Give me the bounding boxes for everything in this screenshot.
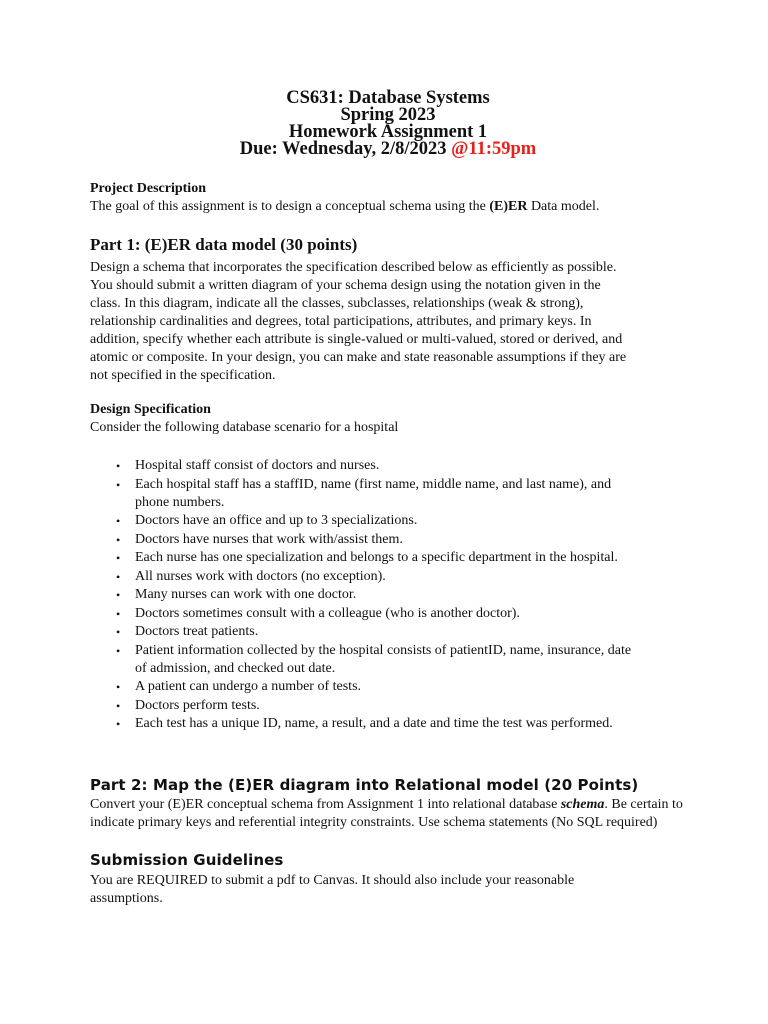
bullet-item — [90, 568, 710, 586]
design-bullets — [90, 457, 710, 734]
body-line: class. In this diagram, indicate all the classes, subclasses, relationships (weak & strong), — [90, 296, 584, 311]
submission-section — [90, 850, 690, 870]
bullet-point: • — [116, 588, 121, 602]
bullet-point: • — [116, 569, 121, 584]
bullet-point: • — [116, 459, 121, 473]
part2-line: indicate primary keys and referential integrity constraints. Use schema statements (No SQL required) — [90, 815, 658, 830]
body-line: relationship cardinalities and degrees, total participations, attributes, and primary keys. In — [90, 314, 592, 329]
bullet-text: Each nurse has one specialization and belongs to a specific department in the hospital. — [135, 550, 618, 565]
bullet-point: • — [116, 532, 121, 547]
bullet-item — [90, 697, 710, 715]
part2-body — [90, 796, 710, 832]
bullet-point: • — [116, 551, 121, 565]
project-text-part: Data model. — [527, 199, 600, 214]
schema-emphasis: schema — [560, 797, 605, 812]
bullet-text: Doctors treat patients. — [135, 624, 259, 639]
assignment-title: Homework Assignment 1 — [288, 122, 488, 142]
bullet-text: of admission, and checked out date. — [135, 660, 336, 676]
bullet-item — [90, 457, 710, 475]
part2-section — [90, 775, 690, 795]
bullet-text: Doctors sometimes consult with a colleague (who is another doctor). — [135, 605, 520, 621]
project-text — [90, 198, 690, 216]
bullet-text: Doctors have an office and up to 3 specializations. — [135, 513, 418, 528]
part1-body — [90, 259, 690, 385]
part1-heading: Part 1: (E)ER data model (30 points) — [90, 235, 358, 254]
body-line: not specified in the specification. — [90, 368, 276, 383]
bullet-item — [90, 715, 710, 733]
body-line: atomic or composite. In your design, you can make and state reasonable assumptions if they are — [90, 350, 627, 365]
bullet-item — [90, 605, 710, 623]
part2-heading: Part 2: Map the (E)ER diagram into Relational model (20 Points) — [90, 776, 639, 794]
body-line: Design a schema that incorporates the specification described below as efficiently as possible. — [90, 260, 617, 275]
bullet-text: Each test has a unique ID, name, a result, and a date and time the test was performed. — [135, 716, 613, 731]
bullet-item — [90, 642, 710, 678]
due-time: @11:59pm — [451, 139, 537, 159]
bullet-item — [90, 586, 710, 604]
bullet-point: • — [116, 643, 121, 658]
submission-heading: Submission Guidelines — [90, 851, 284, 869]
bullet-text: Patient information collected by the hospital consists of patientID, name, insurance, date — [135, 642, 632, 658]
project-heading: Project Description — [90, 181, 206, 196]
bullet-item — [90, 678, 710, 696]
bullet-text: Many nurses can work with one doctor. — [135, 587, 357, 602]
project-text-part: The goal of this assignment is to design a conceptual schema using the — [90, 199, 490, 214]
bullet-point: • — [116, 514, 121, 528]
bullet-text: Each hospital staff has a staffID, name (first name, middle name, and last name), and — [135, 476, 612, 492]
body-line: addition, specify whether each attribute is single-valued or multi-valued, stored or derived, and — [90, 332, 623, 347]
due-date — [0, 141, 768, 158]
bullet-point: • — [116, 717, 121, 731]
bullet-item — [90, 512, 710, 530]
part2-line — [90, 796, 710, 814]
project-description — [90, 180, 690, 216]
part2-text: Convert your (E)ER conceptual schema from Assignment 1 into relational database — [90, 797, 561, 812]
bullet-point: • — [116, 477, 121, 492]
bullet-text: Doctors have nurses that work with/assist them. — [135, 531, 403, 547]
bullet-text: Doctors perform tests. — [135, 697, 260, 713]
project-text-bold: (E)ER — [489, 199, 528, 214]
bullet-list — [90, 457, 710, 733]
bullet-text: phone numbers. — [135, 494, 225, 510]
term: Spring 2023 — [340, 105, 436, 125]
part1-section — [90, 235, 690, 255]
submission-line: You are REQUIRED to submit a pdf to Canvas. It should also include your reasonable — [90, 873, 575, 888]
design-intro: Consider the following database scenario for a hospital — [90, 420, 399, 435]
bullet-text: Hospital staff consist of doctors and nurses. — [135, 458, 380, 473]
bullet-item — [90, 476, 710, 512]
design-specification — [90, 401, 690, 437]
course-title: CS631: Database Systems — [286, 88, 490, 108]
body-line: You should submit a written diagram of your schema design using the notation given in the — [90, 278, 601, 293]
bullet-point: • — [116, 698, 121, 713]
due-date-text: Due: Wednesday, 2/8/2023 — [239, 139, 452, 159]
bullet-item — [90, 531, 710, 549]
part2-text: . Be certain to — [604, 797, 683, 812]
bullet-item — [90, 623, 710, 641]
bullet-item — [90, 549, 710, 567]
bullet-text: A patient can undergo a number of tests. — [135, 679, 362, 694]
submission-body — [90, 872, 690, 908]
assignment-header — [0, 90, 768, 158]
bullet-text: All nurses work with doctors (no exception). — [135, 568, 386, 584]
bullet-point: • — [116, 606, 121, 621]
bullet-point: • — [116, 625, 121, 639]
bullet-point: • — [116, 680, 121, 694]
design-heading: Design Specification — [90, 402, 211, 417]
submission-line: assumptions. — [90, 891, 163, 906]
